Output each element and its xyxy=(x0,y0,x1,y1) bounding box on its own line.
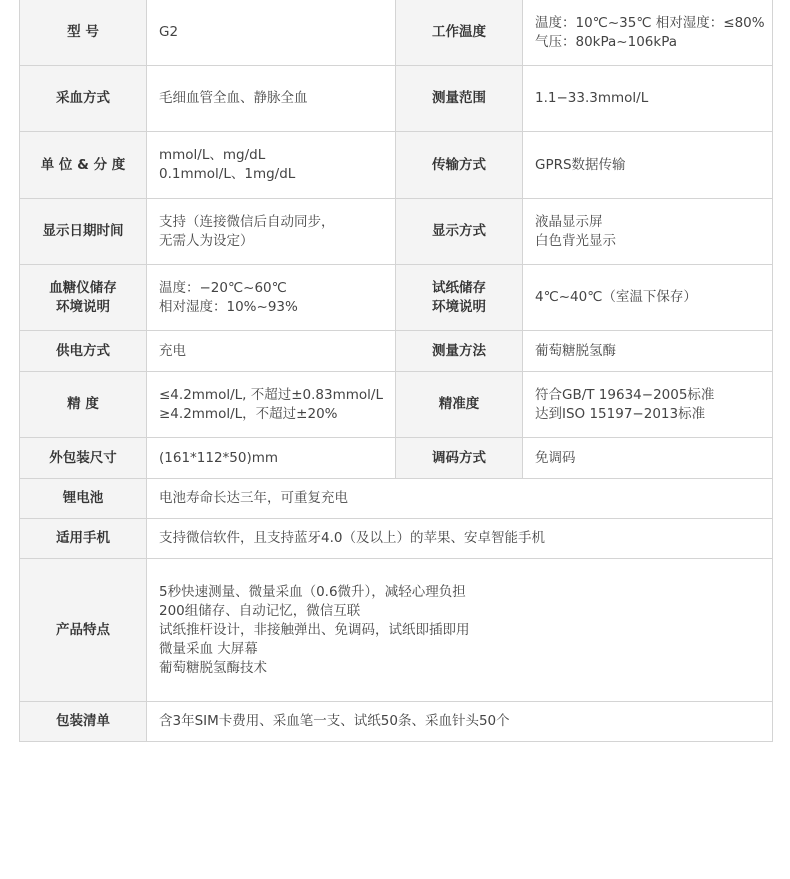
spec-value-line: 支持（连接微信后自动同步， xyxy=(159,213,335,230)
spec-value-line: 含3年SIM卡费用、采血笔一支、试纸50条、采血针头50个 xyxy=(159,713,510,729)
spec-label xyxy=(20,0,147,66)
spec-value xyxy=(523,331,773,372)
spec-row xyxy=(20,519,773,559)
spec-value xyxy=(523,372,773,438)
spec-value-line: ≥4.2mmol/L，不超过±20% xyxy=(159,405,338,422)
spec-value-line: 温度：−20℃~60℃ xyxy=(159,279,287,296)
spec-label xyxy=(20,265,147,331)
spec-label-line: 精准度 xyxy=(438,396,480,412)
spec-value xyxy=(523,0,773,66)
spec-value-line: 支持微信软件，且支持蓝牙4.0（及以上）的苹果、安卓智能手机 xyxy=(159,530,545,546)
spec-label xyxy=(396,372,523,438)
spec-label-line: 产品特点 xyxy=(56,621,110,638)
spec-value-line: 相对湿度：10%~93% xyxy=(159,298,298,315)
spec-label xyxy=(396,0,523,66)
spec-value xyxy=(147,331,396,372)
spec-label-line: 调码方式 xyxy=(432,449,486,466)
spec-value-line: 1.1−33.3mmol/L xyxy=(535,90,649,106)
spec-label xyxy=(396,66,523,132)
spec-value-line: mmol/L、mg/dL xyxy=(159,147,266,163)
spec-row xyxy=(20,702,773,742)
spec-label xyxy=(396,132,523,199)
spec-row xyxy=(20,132,773,199)
spec-row xyxy=(20,0,773,66)
spec-row xyxy=(20,479,773,519)
spec-value xyxy=(147,66,396,132)
spec-value xyxy=(147,479,773,519)
spec-value-line: (161*112*50)mm xyxy=(159,449,279,466)
spec-value xyxy=(523,66,773,132)
spec-label-line: 精 度 xyxy=(67,396,99,412)
spec-table-body xyxy=(20,0,773,742)
spec-label-line: 外包装尺寸 xyxy=(49,449,117,466)
spec-label-line: 供电方式 xyxy=(56,342,110,359)
spec-row xyxy=(20,331,773,372)
spec-label-line: 传输方式 xyxy=(432,156,486,173)
spec-value xyxy=(523,438,773,479)
spec-label xyxy=(20,479,147,519)
spec-value xyxy=(523,199,773,265)
spec-row xyxy=(20,265,773,331)
spec-row xyxy=(20,199,773,265)
spec-label xyxy=(396,199,523,265)
spec-label xyxy=(20,702,147,742)
spec-label xyxy=(20,559,147,702)
spec-label-line: 型 号 xyxy=(67,24,99,40)
spec-value xyxy=(523,132,773,199)
spec-value-line: 毛细血管全血、静脉全血 xyxy=(159,90,308,106)
spec-value xyxy=(147,702,773,742)
spec-label-line: 锂电池 xyxy=(62,490,104,506)
spec-label-line: 包装清单 xyxy=(56,713,110,729)
spec-label-line: 测量范围 xyxy=(432,90,486,106)
spec-value xyxy=(147,559,773,702)
spec-table xyxy=(19,0,773,742)
spec-label-line: 测量方法 xyxy=(432,342,486,359)
spec-label xyxy=(20,331,147,372)
spec-value-line: 无需人为设定） xyxy=(159,232,254,249)
spec-value-line: 试纸推杆设计，非接触弹出、免调码，试纸即插即用 xyxy=(159,621,470,638)
spec-value xyxy=(147,199,396,265)
spec-label xyxy=(396,331,523,372)
spec-row xyxy=(20,66,773,132)
spec-value xyxy=(523,265,773,331)
spec-value xyxy=(147,0,396,66)
spec-value-line: 温度：10℃~35℃ 相对湿度：≤80% xyxy=(535,14,765,31)
spec-value-line: 0.1mmol/L、1mg/dL xyxy=(159,166,296,182)
spec-label xyxy=(396,438,523,479)
spec-value-line: ≤4.2mmol/L, 不超过±0.83mmol/L xyxy=(159,386,383,403)
spec-label-line: 采血方式 xyxy=(56,90,110,106)
spec-value-line: 葡萄糖脱氢酶技术 xyxy=(159,659,267,676)
spec-label xyxy=(396,265,523,331)
spec-row xyxy=(20,372,773,438)
spec-value-line: G2 xyxy=(159,24,179,40)
spec-row xyxy=(20,559,773,702)
spec-value xyxy=(147,132,396,199)
spec-value xyxy=(147,438,396,479)
spec-value-line: GPRS数据传输 xyxy=(535,156,626,173)
spec-label xyxy=(20,199,147,265)
spec-label xyxy=(20,132,147,199)
spec-value-line: 微量采血 大屏幕 xyxy=(159,640,258,657)
spec-value-line: 符合GB/T 19634−2005标准 xyxy=(535,386,715,403)
spec-label-line: 血糖仪储存 xyxy=(49,279,117,296)
spec-value xyxy=(147,519,773,559)
spec-label-line: 适用手机 xyxy=(56,530,110,546)
spec-value-line: 充电 xyxy=(159,342,186,359)
spec-value xyxy=(147,265,396,331)
spec-label-line: 单 位 & 分 度 xyxy=(40,156,126,173)
spec-value-line: 4℃~40℃（室温下保存） xyxy=(535,289,697,305)
spec-value-line: 达到ISO 15197−2013标准 xyxy=(535,405,706,422)
spec-label xyxy=(20,372,147,438)
spec-row xyxy=(20,438,773,479)
spec-value-line: 5秒快速测量、微量采血（0.6微升），减轻心理负担 xyxy=(159,583,466,600)
spec-value xyxy=(147,372,396,438)
spec-label-line: 工作温度 xyxy=(432,24,486,40)
spec-value-line: 液晶显示屏 xyxy=(535,213,603,230)
spec-label xyxy=(20,519,147,559)
spec-label xyxy=(20,66,147,132)
spec-label xyxy=(20,438,147,479)
spec-value-line: 免调码 xyxy=(535,449,576,466)
spec-label-line: 显示日期时间 xyxy=(42,223,124,239)
spec-value-line: 葡萄糖脱氢酶 xyxy=(535,342,616,359)
spec-label-line: 环境说明 xyxy=(56,298,110,315)
spec-value-line: 气压：80kPa~106kPa xyxy=(535,33,678,50)
spec-label-line: 试纸储存 xyxy=(432,279,486,296)
spec-label-line: 环境说明 xyxy=(432,298,486,315)
spec-value-line: 200组储存、自动记忆，微信互联 xyxy=(159,602,361,619)
spec-value-line: 白色背光显示 xyxy=(535,232,616,249)
spec-value-line: 电池寿命长达三年，可重复充电 xyxy=(159,490,348,506)
spec-label-line: 显示方式 xyxy=(432,223,486,239)
